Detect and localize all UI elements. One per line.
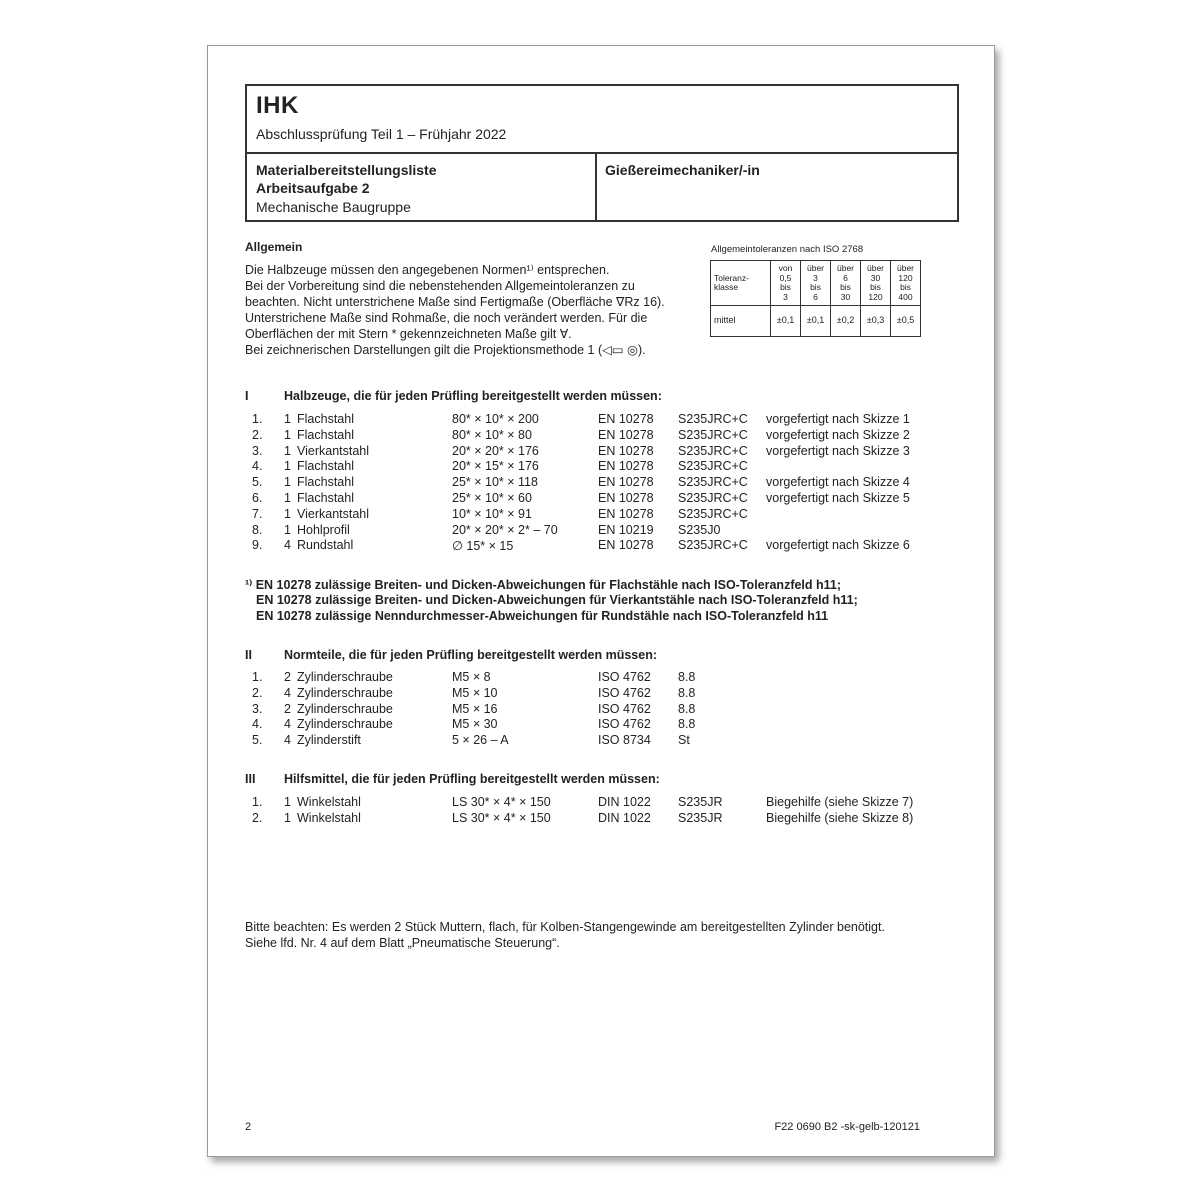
tolerance-value: ±0,1 [771,306,801,337]
row-name: Hohlprofil [297,522,350,537]
row-material: S235JRC+C [678,506,748,521]
row-number: 3. [252,701,263,716]
list-title: Materialbereitstellungsliste [256,162,437,178]
document-code: F22 0690 B2 -sk-gelb-120121 [774,1121,920,1133]
row-material: S235JR [678,810,723,825]
tolerance-range: von 0,5 bis 3 [771,261,801,306]
row-material: 8.8 [678,685,696,700]
row-dimensions: 80* × 10* × 80 [452,427,532,442]
row-material: S235JRC+C [678,538,748,553]
header-exam: Abschlussprüfung Teil 1 – Frühjahr 2022 [256,126,507,142]
row-dimensions: M5 × 30 [452,717,498,732]
row-dimensions: M5 × 16 [452,701,498,716]
section-3-title: Hilfsmittel, die für jeden Prüfling bereitgestellt werden müssen: [284,772,660,786]
row-dimensions: 10* × 10* × 91 [452,506,532,521]
general-line: Oberflächen der mit Stern * gekennzeichneten Maße gilt ∀. [245,327,572,341]
section-1-number: I [245,389,249,403]
row-number: 2. [252,685,263,700]
row-quantity: 1 [284,427,291,442]
row-name: Flachstahl [297,459,354,474]
row-name: Flachstahl [297,491,354,505]
row-material: S235JRC+C [678,475,748,490]
row-number: 8. [252,522,263,537]
row-name: Zylinderschraube [297,670,393,684]
task-title: Arbeitsaufgabe 2 [256,180,370,196]
row-name: Rundstahl [297,538,354,553]
row-name: Flachstahl [297,427,354,442]
row-standard: EN 10278 [598,443,654,458]
row-number: 4. [252,459,263,474]
row-name: Zylinderschraube [297,685,393,700]
row-dimensions: LS 30* × 4* × 150 [452,810,551,825]
row-dimensions: 80* × 10* × 200 [452,412,539,426]
row-quantity: 1 [284,522,291,537]
tolerance-range: über 3 bis 6 [801,261,831,306]
row-standard: ISO 4762 [598,685,651,700]
row-name: Zylinderstift [297,733,361,748]
row-material: S235JRC+C [678,491,748,505]
row-material: S235JRC+C [678,443,748,458]
row-standard: EN 10278 [598,459,654,474]
row-quantity: 4 [284,685,291,700]
footnote-line: EN 10278 zulässige Breiten- und Dicken-Abweichungen für Vierkantstähle nach ISO-Toleranzfeld h11; [256,593,858,607]
row-quantity: 1 [284,795,291,809]
tolerance-class: mittel [711,306,771,337]
section-1-list [208,412,994,562]
row-remark: Biegehilfe (siehe Skizze 7) [766,795,914,809]
row-material: S235JR [678,795,723,809]
row-material: S235JRC+C [678,412,748,426]
tolerance-class-header: Toleranz- klasse [711,261,771,306]
row-name: Vierkantstahl [297,506,370,521]
row-number: 5. [252,475,263,490]
row-quantity: 4 [284,717,291,732]
tolerance-range: über 120 bis 400 [891,261,921,306]
row-standard: EN 10219 [598,522,654,537]
section-2-title: Normteile, die für jeden Prüfling bereitgestellt werden müssen: [284,648,657,662]
row-quantity: 1 [284,475,291,490]
row-standard: DIN 1022 [598,795,651,809]
row-quantity: 4 [284,538,291,553]
row-number: 7. [252,506,263,521]
row-number: 4. [252,717,263,732]
row-dimensions: 5 × 26 – A [452,733,509,748]
row-material: S235JRC+C [678,459,748,474]
row-name: Flachstahl [297,412,354,426]
row-name: Zylinderschraube [297,701,393,716]
row-standard: ISO 4762 [598,717,651,732]
row-number: 1. [252,412,263,426]
section-3-list [208,795,994,829]
row-quantity: 1 [284,491,291,505]
profession-title: Gießereimechaniker/-in [605,162,760,178]
tolerance-range: über 30 bis 120 [861,261,891,306]
row-name: Flachstahl [297,475,354,490]
row-dimensions: 20* × 15* × 176 [452,459,539,474]
row-dimensions: ∅ 15* × 15 [452,539,514,554]
section-2-list [208,670,994,752]
row-quantity: 1 [284,443,291,458]
tolerance-value: ±0,2 [831,306,861,337]
document-page [207,45,995,1157]
tolerance-value: ±0,1 [801,306,831,337]
row-quantity: 1 [284,506,291,521]
row-quantity: 2 [284,670,291,684]
row-number: 2. [252,427,263,442]
row-dimensions: LS 30* × 4* × 150 [452,795,551,809]
footnote-line: ¹⁾ EN 10278 zulässige Breiten- und Dicken-Abweichungen für Flachstähle nach ISO-Toleranzfeld h11; [245,578,842,592]
row-dimensions: 20* × 20* × 176 [452,443,539,458]
row-remark: Biegehilfe (siehe Skizze 8) [766,810,914,825]
row-material: 8.8 [678,717,696,732]
header-top [247,86,957,154]
row-material: 8.8 [678,701,696,716]
row-remark: vorgefertigt nach Skizze 1 [766,412,910,426]
row-name: Zylinderschraube [297,717,393,732]
row-dimensions: 20* × 20* × 2* – 70 [452,522,558,537]
general-line: Bei der Vorbereitung sind die nebenstehenden Allgemeintoleranzen zu [245,279,635,293]
row-quantity: 1 [284,412,291,426]
row-name: Vierkantstahl [297,443,370,458]
header-box [245,84,959,222]
row-number: 1. [252,795,263,809]
note-line: Siehe lfd. Nr. 4 auf dem Blatt „Pneumatische Steuerung“. [245,936,560,950]
page-number: 2 [245,1121,252,1133]
header-org: IHK [256,92,299,119]
row-remark: vorgefertigt nach Skizze 4 [766,475,910,490]
general-line: Die Halbzeuge müssen den angegebenen Normen¹⁾ entsprechen. [245,263,610,277]
row-standard: DIN 1022 [598,810,651,825]
tolerance-range: über 6 bis 30 [831,261,861,306]
row-standard: EN 10278 [598,412,654,426]
row-quantity: 1 [284,810,291,825]
row-remark: vorgefertigt nach Skizze 5 [766,491,910,505]
row-standard: ISO 4762 [598,670,651,684]
row-material: St [678,733,690,748]
row-name: Winkelstahl [297,795,361,809]
row-standard: EN 10278 [598,506,654,521]
section-1-title: Halbzeuge, die für jeden Prüfling bereitgestellt werden müssen: [284,389,662,403]
row-dimensions: 25* × 10* × 60 [452,491,532,505]
header-left-cell [247,154,597,220]
row-number: 6. [252,491,263,505]
general-title: Allgemein [245,240,303,254]
general-line: Bei zeichnerischen Darstellungen gilt die Projektionsmethode 1 (◁▭ ◎). [245,343,646,357]
general-line: beachten. Nicht unterstrichene Maße sind Fertigmaße (Oberfläche ∇Rz 16). [245,295,665,309]
row-quantity: 4 [284,733,291,748]
footnote-line: EN 10278 zulässige Nenndurchmesser-Abweichungen für Rundstähle nach ISO-Toleranzfeld h11 [256,609,829,623]
row-remark: vorgefertigt nach Skizze 2 [766,427,910,442]
row-standard: ISO 4762 [598,701,651,716]
row-material: S235J0 [678,522,721,537]
row-standard: EN 10278 [598,475,654,490]
row-number: 3. [252,443,263,458]
row-remark: vorgefertigt nach Skizze 3 [766,443,910,458]
note-line: Bitte beachten: Es werden 2 Stück Muttern, flach, für Kolben-Stangengewinde am bereitgestellten Zylinder benötigt. [245,920,885,934]
row-standard: EN 10278 [598,427,654,442]
row-quantity: 2 [284,701,291,716]
row-remark: vorgefertigt nach Skizze 6 [766,538,910,553]
note [245,919,885,951]
row-standard: EN 10278 [598,538,654,553]
row-dimensions: M5 × 8 [452,670,491,684]
row-number: 5. [252,733,263,748]
row-number: 9. [252,538,263,553]
row-number: 1. [252,670,263,684]
tolerance-table [710,260,921,337]
row-material: S235JRC+C [678,427,748,442]
row-material: 8.8 [678,670,696,684]
tolerance-value: ±0,3 [861,306,891,337]
tolerance-caption: Allgemeintoleranzen nach ISO 2768 [711,244,864,255]
row-number: 2. [252,810,263,825]
assembly-title: Mechanische Baugruppe [256,199,411,215]
row-standard: EN 10278 [598,491,654,505]
general-line: Unterstrichene Maße sind Rohmaße, die noch verändert werden. Für die [245,311,648,325]
row-quantity: 1 [284,459,291,474]
row-dimensions: 25* × 10* × 118 [452,475,538,490]
general-text [245,262,705,358]
tolerance-value: ±0,5 [891,306,921,337]
row-dimensions: M5 × 10 [452,685,498,700]
row-name: Winkelstahl [297,810,361,825]
section-2-number: II [245,648,252,662]
row-standard: ISO 8734 [598,733,651,748]
section-3-number: III [245,772,256,786]
